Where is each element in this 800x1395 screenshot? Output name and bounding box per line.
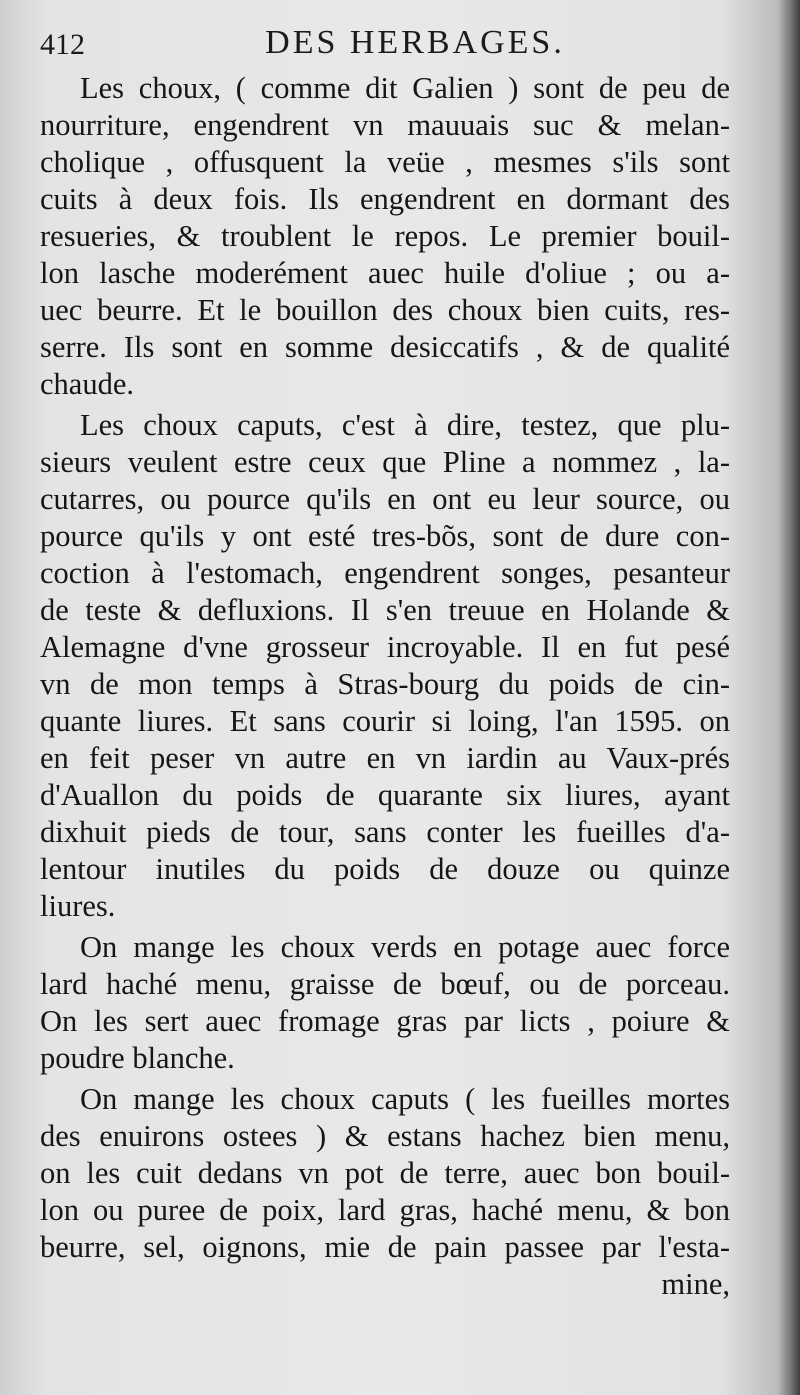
- page-header: [40, 24, 760, 68]
- text-line: On mange les choux caputs ( les fueilles mortes: [80, 1082, 730, 1116]
- text-line: cutarres, ou pource qu'ils en ont eu leur source, ou: [40, 482, 730, 516]
- text-line: Les choux caputs, c'est à dire, testez, que plu-: [80, 408, 730, 442]
- text-line: coction à l'estomach, engendrent songes, pesanteur: [40, 556, 730, 590]
- text-line: dixhuit pieds de tour, sans conter les fueilles d'a-: [40, 815, 730, 849]
- text-line: chaude.: [40, 367, 134, 401]
- text-line: cholique , offusquent la veüe , mesmes s'ils sont: [40, 145, 730, 179]
- running-title: DES HERBAGES.: [265, 24, 565, 61]
- text-line: des enuirons ostees ) & estans hachez bien menu,: [40, 1119, 730, 1153]
- text-line: mine,: [661, 1267, 730, 1301]
- text-line: quante liures. Et sans courir si loing, l'an 1595. on: [40, 704, 730, 738]
- text-line: nourriture, engendrent vn mauuais suc & melan-: [40, 108, 730, 142]
- text-line: beurre, sel, oignons, mie de pain passee par l'esta-: [40, 1230, 730, 1264]
- text-line: serre. Ils sont en somme desiccatifs , & de qualité: [40, 330, 730, 364]
- text-line: Les choux, ( comme dit Galien ) sont de peu de: [80, 71, 730, 105]
- body-text: [40, 70, 730, 1303]
- text-line: poudre blanche.: [40, 1041, 235, 1075]
- text-line: liures.: [40, 889, 116, 923]
- text-line: Alemagne d'vne grosseur incroyable. Il en fut pesé: [40, 630, 730, 664]
- page-edge-shadow: [778, 0, 800, 1395]
- text-line: cuits à deux fois. Ils engendrent en dormant des: [40, 182, 730, 216]
- text-line: uec beurre. Et le bouillon des choux bien cuits, res-: [40, 293, 730, 327]
- text-line: en feit peser vn autre en vn iardin au Vaux-prés: [40, 741, 730, 775]
- text-line: pource qu'ils y ont esté tres-bõs, sont de dure con-: [40, 519, 730, 553]
- text-line: d'Auallon du poids de quarante six liures, ayant: [40, 778, 730, 812]
- text-line: lard haché menu, graisse de bœuf, ou de porceau.: [40, 967, 730, 1001]
- text-line: On les sert auec fromage gras par licts , poiure &: [40, 1004, 730, 1038]
- text-line: resueries, & troublent le repos. Le premier bouil-: [40, 219, 730, 253]
- text-line: vn de mon temps à Stras-bourg du poids de cin-: [40, 667, 730, 701]
- text-line: on les cuit dedans vn pot de terre, auec bon bouil-: [40, 1156, 730, 1190]
- text-line: lentour inutiles du poids de douze ou quinze: [40, 852, 730, 886]
- page-number: 412: [40, 28, 85, 61]
- text-line: lon ou puree de poix, lard gras, haché menu, & bon: [40, 1193, 730, 1227]
- text-line: On mange les choux verds en potage auec force: [80, 930, 730, 964]
- text-line: de teste & defluxions. Il s'en treuue en Holande &: [40, 593, 730, 627]
- text-line: sieurs veulent estre ceux que Pline a nommez , la-: [40, 445, 730, 479]
- text-line: lon lasche moderément auec huile d'oliue ; ou a-: [40, 256, 730, 290]
